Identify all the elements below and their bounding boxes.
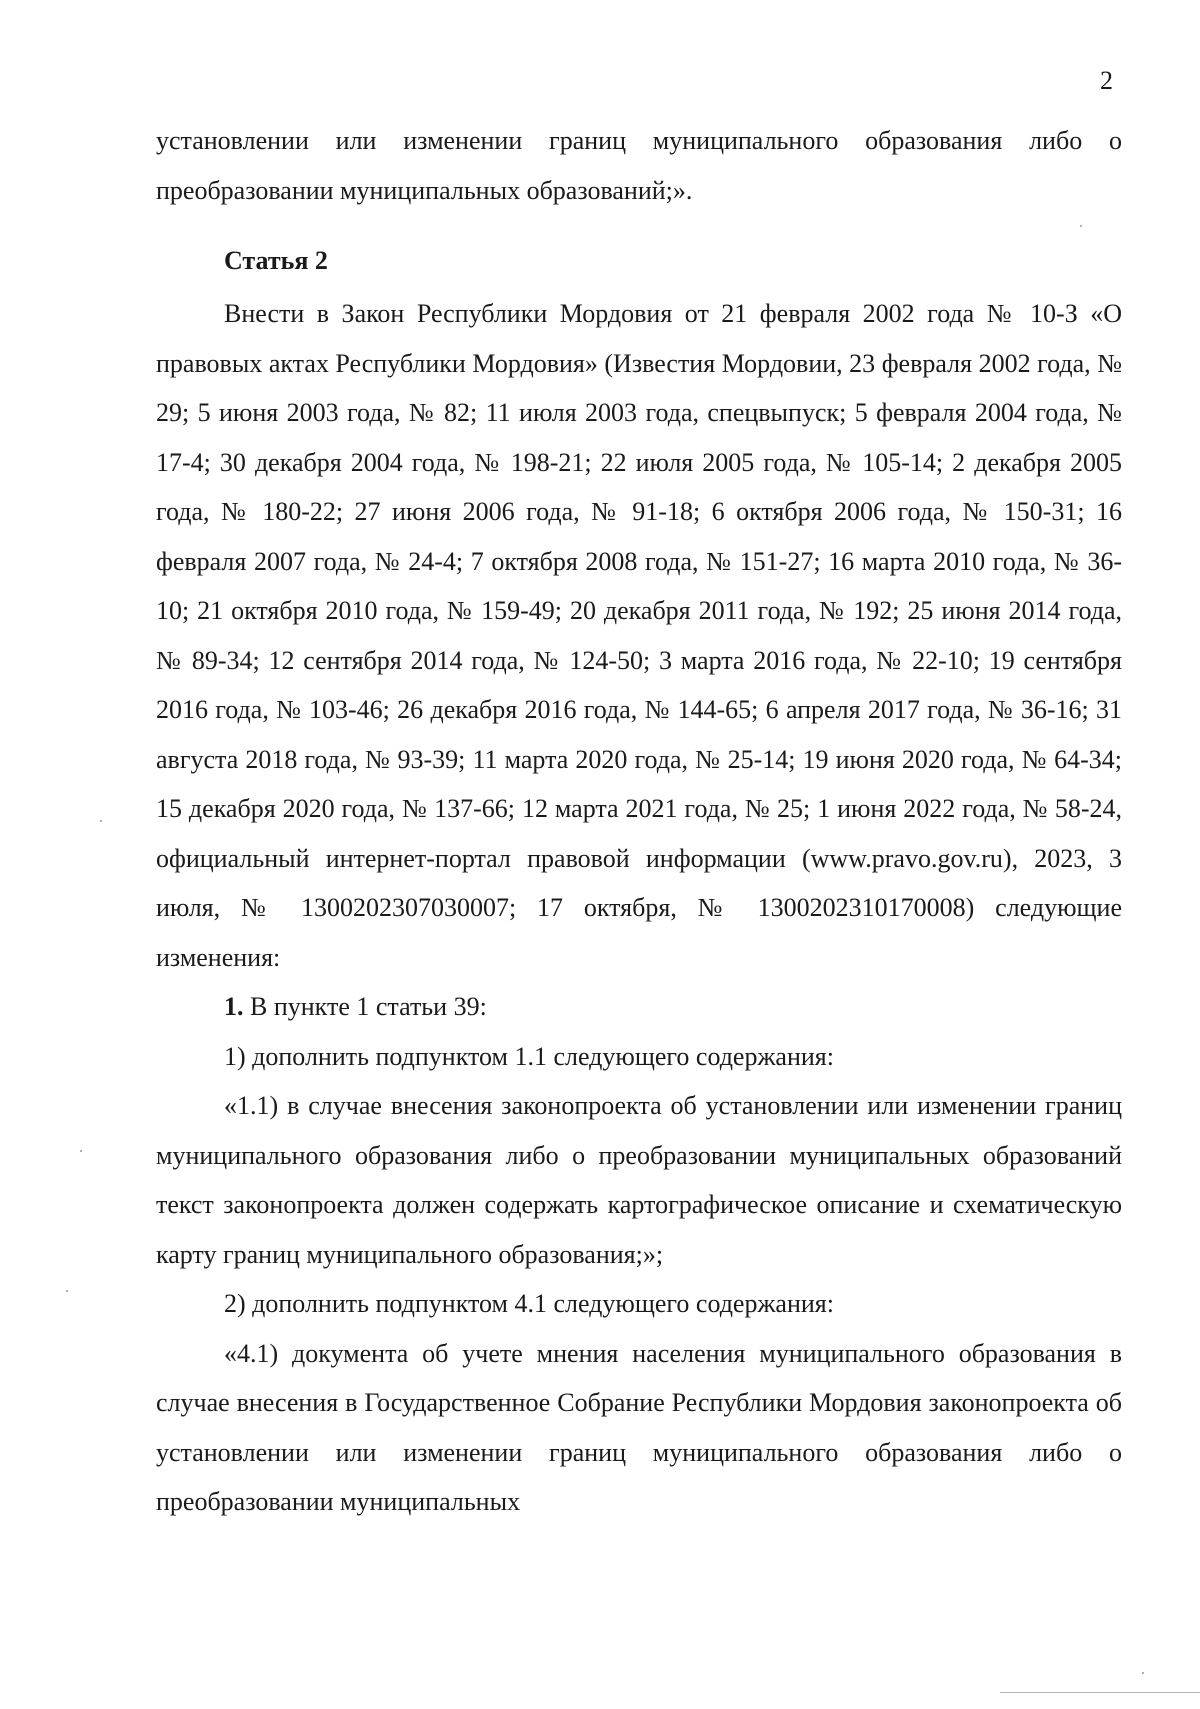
paragraph-quote-1-1: «1.1) в случае внесения законопроекта об установлении или изменении границ муниципального образования либо о преобразовании муниципальных образований текст законопроекта должен содержать картографическое описание и схематическую карту границ муниципального образования;»;: [156, 1091, 1122, 1269]
scan-speck: [1142, 1672, 1144, 1674]
paragraph-point-1: [156, 982, 1122, 1032]
document-body: [156, 116, 1122, 1527]
point-number: 1.: [224, 992, 244, 1021]
scan-speck: [1080, 225, 1082, 227]
article-heading: Статья 2: [224, 246, 328, 275]
scan-speck: [66, 1290, 68, 1292]
paragraph-quote-4-1: «4.1) документа об учете мнения населения муниципального образования в случае внесения в Государственное Собрание Республики Мордовия законопроекта об установлении или изменении границ муниципального образования либо о преобразовании муниципальных: [156, 1338, 1122, 1516]
paragraph-subpoint-1: 1) дополнить подпунктом 1.1 следующего содержания:: [224, 1041, 834, 1071]
paragraph-continuation: установлении или изменении границ муниципального образования либо о преобразовании муниципальных образований;».: [156, 126, 1122, 205]
paragraph-amendment-intro: Внести в Закон Республики Мордовия от 21 февраля 2002 года № 10-З «О правовых актах Республики Мордовия» (Известия Мордовии, 23 февраля 2002 года, № 29; 5 июня 2003 года, № 82; 11 июля 2003 года, спецвыпуск; 5 февраля 2004 года, № 17-4; 30 декабря 2004 года, № 198-21; 22 июля 2005 года, № 105-14; 2 декабря 2005 года, № 180-22; 27 июня 2006 года, № 91-18; 6 октября 2006 года, № 150-31; 16 февраля 2007 года, № 24-4; 7 октября 2008 года, № 151-27; 16 марта 2010 года, № 36-10; 21 октября 2010 года, № 159-49; 20 декабря 2011 года, № 192; 25 июня 2014 года, № 89-34; 12 сентября 2014 года, № 124-50; 3 марта 2016 года, № 22-10; 19 сентября 2016 года, № 103-46; 26 декабря 2016 года, № 144-65; 6 апреля 2017 года, № 36-16; 31 августа 2018 года, № 93-39; 11 марта 2020 года, № 25-14; 19 июня 2020 года, № 64-34; 15 декабря 2020 года, № 137-66; 12 марта 2021 года, № 25; 1 июня 2022 года, № 58-24, официальный интернет-портал правовой информации (www.pravo.gov.ru), 2023, 3 июля, № 1300202307030007; 17 октября, № 1300202310170008) следующие изменения:: [156, 299, 1122, 972]
paragraph-subpoint-2: 2) дополнить подпунктом 4.1 следующего содержания:: [224, 1289, 834, 1318]
point-text: В пункте 1 статьи 39:: [243, 992, 487, 1021]
scan-speck: [80, 1150, 82, 1152]
scan-speck: [100, 820, 102, 822]
scan-edge-line: [1000, 1692, 1200, 1693]
page-number: 2: [1100, 66, 1113, 95]
